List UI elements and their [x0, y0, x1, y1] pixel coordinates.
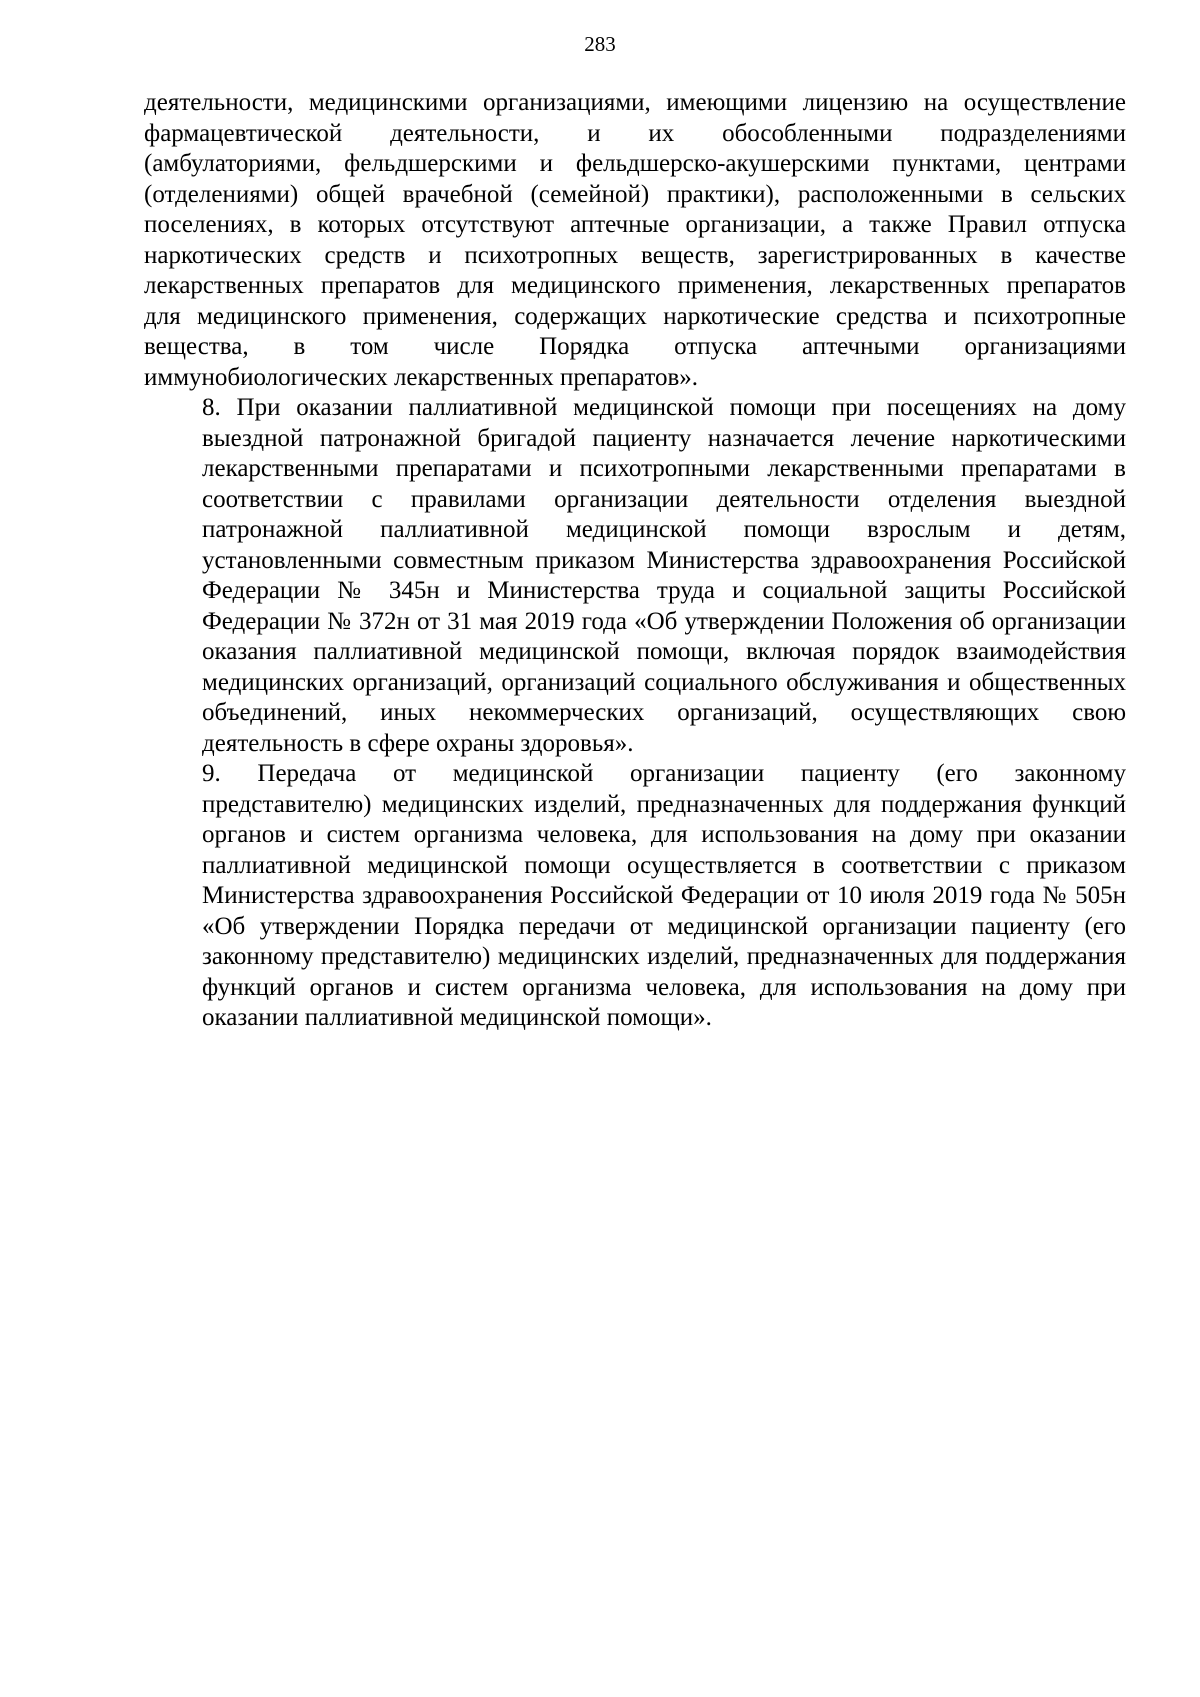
text-line: наркотических средств и психотропных веществ, зарегистрированных в качестве	[144, 241, 1126, 269]
text-line: деятельности, медицинскими организациями, имеющими лицензию на осуществление	[144, 89, 1126, 116]
text-line: объединений, иных некоммерческих организаций, осуществляющих свою	[202, 699, 1126, 726]
text-line: Федерации № 372н от 31 мая 2019 года «Об утверждении Положения об организации	[202, 607, 1126, 635]
text-line: деятельность в сфере охраны здоровья».	[202, 729, 634, 757]
text-line: лекарственными препаратами и психотропными лекарственными препаратами в	[202, 455, 1126, 482]
text-line: вещества, в том числе Порядка отпуска аптечными организациями	[144, 333, 1126, 360]
document-body	[144, 88, 1126, 1034]
text-line: представителю) медицинских изделий, предназначенных для поддержания функций	[202, 790, 1126, 818]
text-line: медицинских организаций, организаций социального обслуживания и общественных	[202, 668, 1126, 696]
text-line: 8. При оказании паллиативной медицинской помощи при посещениях на дому	[202, 394, 1126, 421]
text-line: оказании паллиативной медицинской помощи».	[202, 1004, 712, 1031]
text-line: Федерации № 345н и Министерства труда и социальной защиты Российской	[202, 577, 1126, 604]
text-line: (амбулаториями, фельдшерскими и фельдшерско-акушерскими пунктами, центрами	[144, 150, 1126, 177]
text-line: функций органов и систем организма человека, для использования на дому при	[202, 973, 1126, 1001]
text-line: установленными совместным приказом Министерства здравоохранения Российской	[202, 546, 1126, 574]
paragraph	[144, 759, 1126, 1034]
text-line: выездной патронажной бригадой пациенту назначается лечение наркотическими	[202, 424, 1126, 452]
text-line: фармацевтической деятельности, и их обособленными подразделениями	[144, 119, 1126, 147]
text-line: органов и систем организма человека, для использования на дому при оказании	[202, 821, 1126, 848]
page-number: 283	[584, 32, 616, 56]
text-line: (отделениями) общей врачебной (семейной) практики), расположенными в сельских	[144, 180, 1126, 208]
text-line: паллиативной медицинской помощи осуществляется в соответствии с приказом	[202, 851, 1126, 879]
text-line: оказания паллиативной медицинской помощи, включая порядок взаимодействия	[202, 638, 1126, 665]
text-line: Министерства здравоохранения Российской Федерации от 10 июля 2019 года № 505н	[202, 882, 1126, 909]
text-line: соответствии с правилами организации деятельности отделения выездной	[202, 485, 1126, 513]
text-line: 9. Передача от медицинской организации пациенту (его законному	[202, 760, 1126, 787]
text-line: для медицинского применения, содержащих наркотические средства и психотропные	[144, 302, 1126, 330]
text-line: иммунобиологических лекарственных препаратов».	[144, 363, 699, 391]
text-line: законному представителю) медицинских изделий, предназначенных для поддержания	[202, 943, 1126, 970]
text-line: патронажной паллиативной медицинской помощи взрослым и детям,	[202, 516, 1126, 543]
paragraph	[144, 393, 1126, 759]
text-line: лекарственных препаратов для медицинского применения, лекарственных препаратов	[144, 272, 1126, 299]
text-line: поселениях, в которых отсутствуют аптечные организации, а также Правил отпуска	[144, 211, 1126, 238]
paragraph	[144, 88, 1126, 393]
text-line: «Об утверждении Порядка передачи от медицинской организации пациенту (его	[202, 912, 1126, 940]
